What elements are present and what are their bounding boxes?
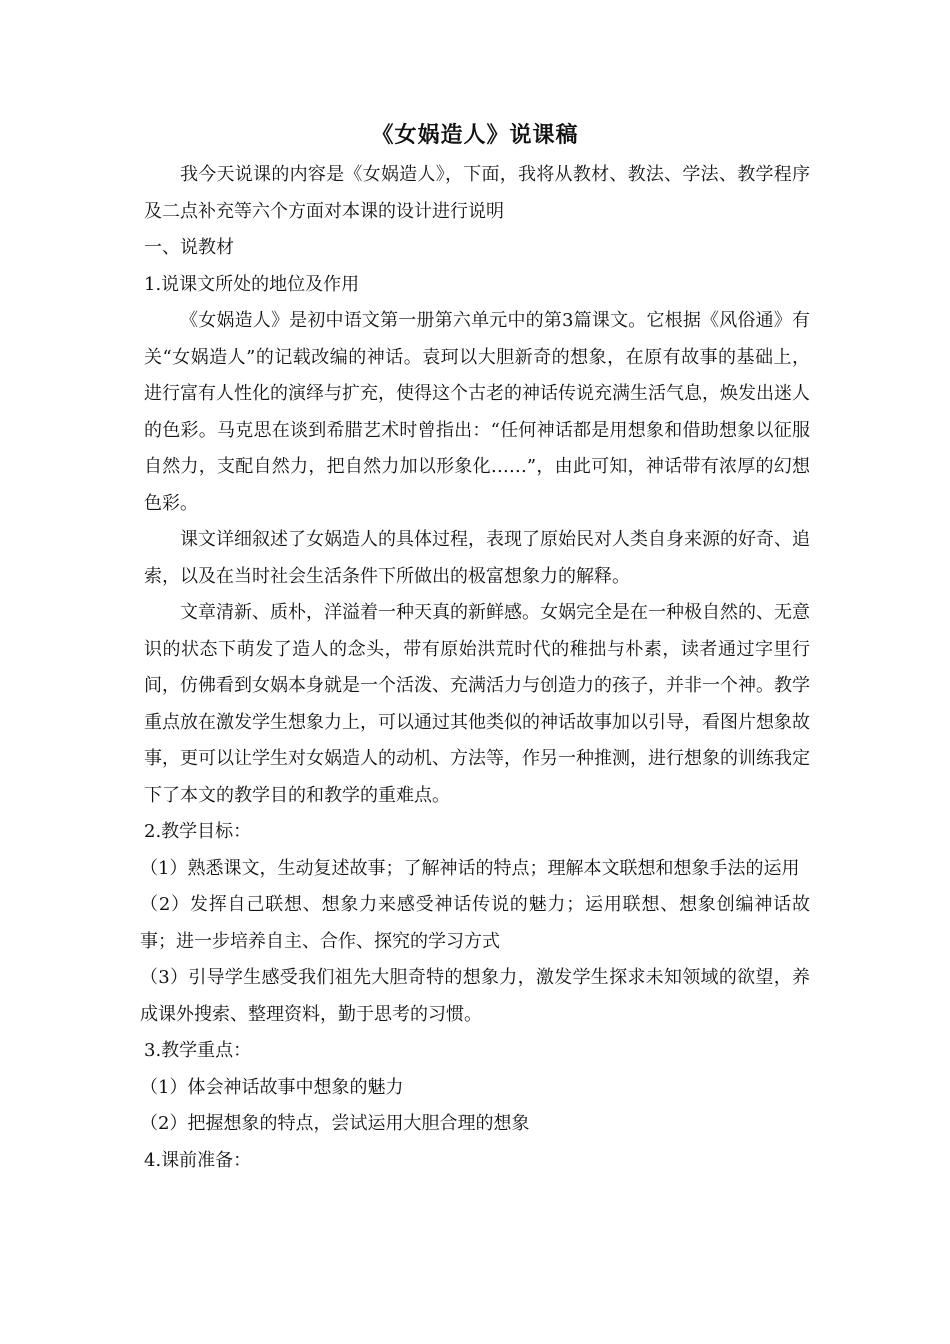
page-title: 《女娲造人》说课稿 (371, 122, 579, 148)
section-heading-textbook: 一、说教材 (144, 237, 234, 258)
subsection-heading-key-points: 3.教学重点： (144, 1040, 252, 1061)
subsection-heading-preparation: 4.课前准备： (144, 1149, 252, 1171)
objective-item: （3）引导学生感受我们祖先大胆奇特的想象力，激发学生探求未知领域的欲望，养成课外搜索、整理资料，勤于思考的习惯。 (140, 967, 810, 1025)
key-point-item: （2）把握想象的特点，尝试运用大胆合理的想象 (140, 1113, 530, 1134)
document-body (140, 157, 810, 1179)
body-paragraph: 文章清新、质朴，洋溢着一种天真的新鲜感。女娲完全是在一种极自然的、无意识的状态下萌发了造人的念头，带有原始洪荒时代的稚拙与朴素，读者通过字里行间，仿佛看到女娲本身就是一个活泼、充满活力与创造力的孩子，并非一个神。教学重点放在激发学生想象力上，可以通过其他类似的神话故事加以引导，看图片想象故事，更可以让学生对女娲造人的动机、方法等，作另一种推测，进行想象的训练我定下了本文的教学目的和教学的重难点。 (144, 602, 810, 806)
objective-item: （2）发挥自己联想、想象力来感受神话传说的魅力；运用联想、想象创编神话故事；进一步培养自主、合作、探究的学习方式 (140, 894, 810, 952)
intro-paragraph: 我今天说课的内容是《女娲造人》，下面，我将从教材、教法、学法、教学程序及二点补充等六个方面对本课的设计进行说明 (144, 164, 810, 222)
subsection-heading-objectives: 2.教学目标： (144, 821, 252, 842)
objective-item: （1）熟悉课文，生动复述故事；了解神话的特点；理解本文联想和想象手法的运用 (140, 857, 800, 879)
key-point-item: （1）体会神话故事中想象的魅力 (140, 1076, 404, 1098)
body-paragraph: 《女娲造人》是初中语文第一册第六单元中的第3篇课文。它根据《风俗通》有关“女娲造人”的记载改编的神话。袁珂以大胆新奇的想象，在原有故事的基础上，进行富有人性化的演绎与扩充，使得这个古老的神话传说充满生活气息，焕发出迷人的色彩。马克思在谈到希腊艺术时曾指出：“任何神话都是用想象和借助想象以征服自然力，支配自然力，把自然力加以形象化……”，由此可知，神话带有浓厚的幻想色彩。 (144, 310, 810, 514)
subsection-heading-position: 1.说课文所处的地位及作用 (144, 273, 360, 295)
body-paragraph: 课文详细叙述了女娲造人的具体过程，表现了原始民对人类自身来源的好奇、追索，以及在当时社会生活条件下所做出的极富想象力的解释。 (144, 529, 810, 587)
